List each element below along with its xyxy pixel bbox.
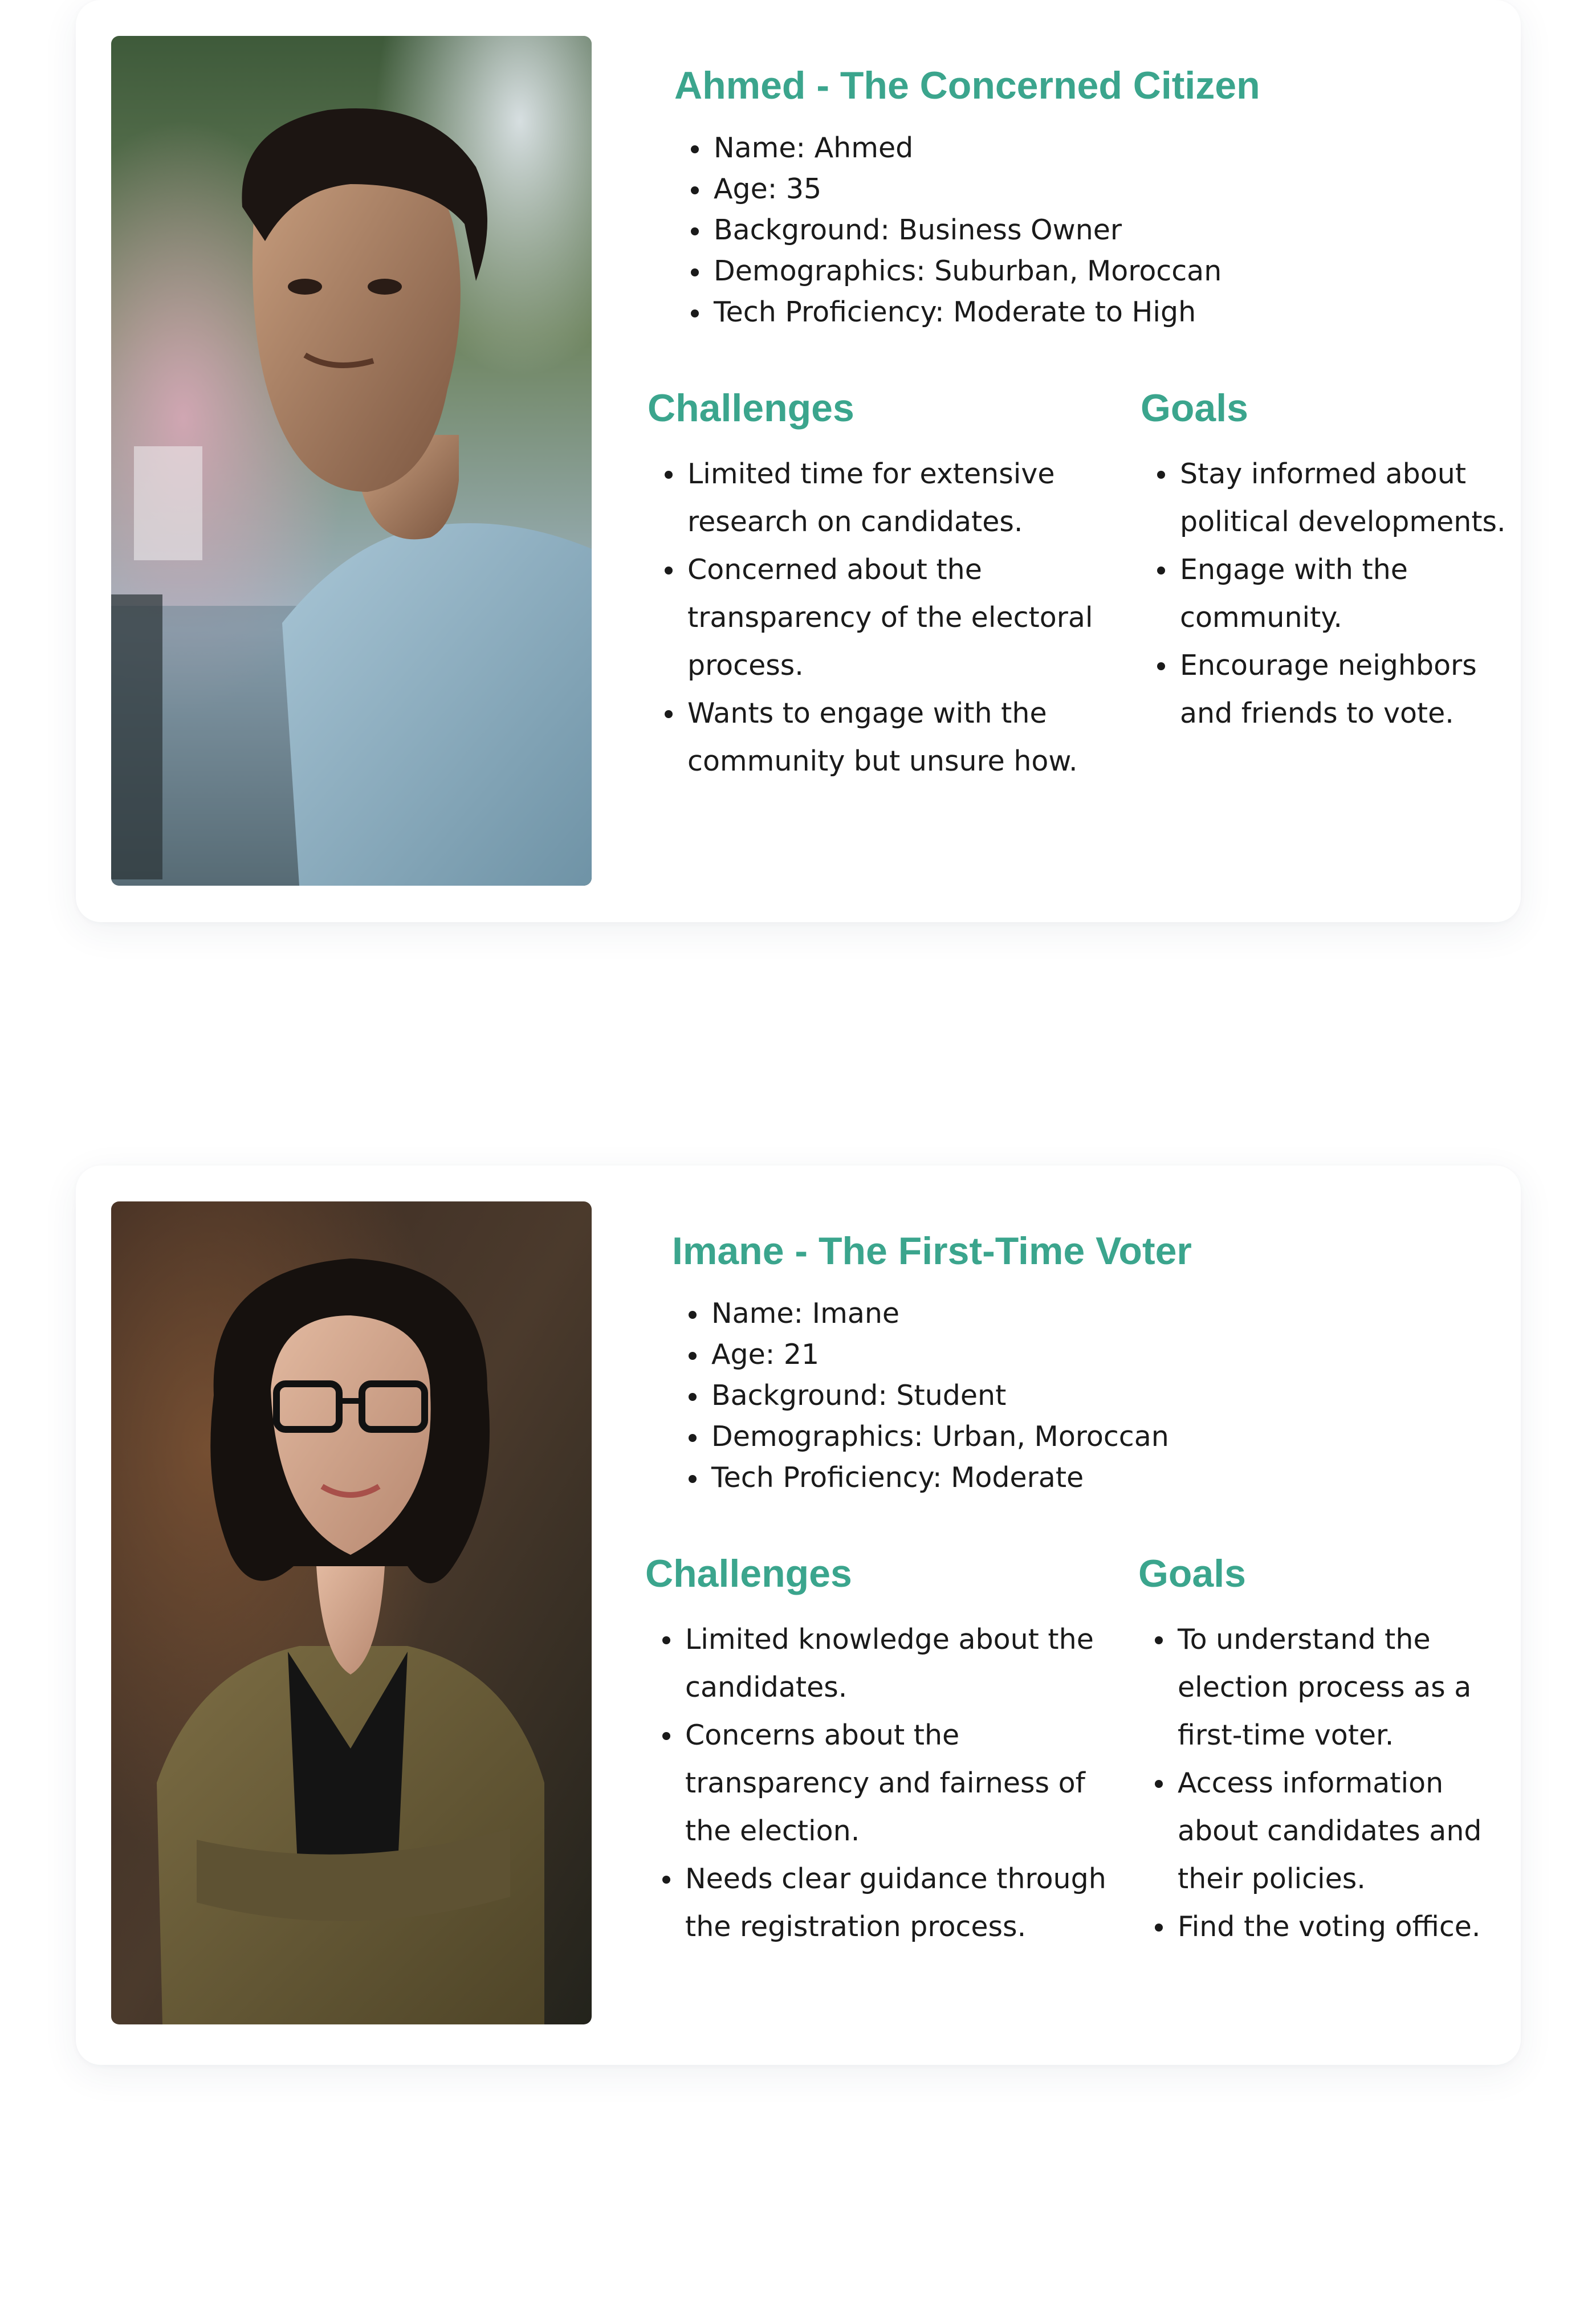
persona-photo	[111, 36, 592, 886]
goal-item: To understand the election process as a first-time voter.	[1178, 1616, 1520, 1759]
info-item: Background: Student	[711, 1375, 1395, 1416]
persona-title: Ahmed - The Concerned Citizen	[674, 64, 1260, 107]
info-item: Name: Imane	[711, 1293, 1395, 1334]
challenge-item: Concerns about the transparency and fairness of the election.	[685, 1712, 1135, 1855]
challenge-item: Wants to engage with the community but unsure how.	[687, 690, 1121, 785]
goal-item: Find the voting office.	[1178, 1903, 1520, 1951]
info-item: Tech Proficiency: Moderate	[711, 1457, 1395, 1498]
persona-photo-ahmed	[111, 36, 592, 886]
goals-heading: Goals	[1141, 386, 1248, 430]
persona-photo	[111, 1201, 592, 2024]
challenge-item: Needs clear guidance through the registration process.	[685, 1855, 1135, 1951]
goal-item: Engage with the community.	[1180, 546, 1522, 642]
challenges-heading: Challenges	[648, 386, 854, 430]
challenge-item: Limited knowledge about the candidates.	[685, 1616, 1135, 1712]
challenge-item: Limited time for extensive research on candidates.	[687, 450, 1121, 546]
goals-heading: Goals	[1138, 1552, 1246, 1595]
info-item: Name: Ahmed	[714, 128, 1398, 169]
persona-info-list	[711, 1293, 1395, 1498]
info-item: Demographics: Urban, Moroccan	[711, 1416, 1395, 1457]
goals-list	[1178, 1616, 1520, 1951]
info-item: Background: Business Owner	[714, 210, 1398, 251]
persona-title: Imane - The First-Time Voter	[672, 1229, 1192, 1273]
goal-item: Access information about candidates and their policies.	[1178, 1759, 1520, 1903]
challenges-heading: Challenges	[645, 1552, 852, 1595]
persona-card-ahmed	[76, 0, 1521, 922]
persona-info-list	[714, 128, 1398, 333]
info-item: Age: 21	[711, 1334, 1395, 1375]
goal-item: Encourage neighbors and friends to vote.	[1180, 642, 1522, 738]
persona-photo-imane	[111, 1201, 592, 2024]
info-item: Tech Proficiency: Moderate to High	[714, 292, 1398, 333]
challenges-list	[687, 450, 1121, 785]
persona-card-imane	[76, 1166, 1521, 2065]
goal-item: Stay informed about political developments.	[1180, 450, 1522, 546]
info-item: Age: 35	[714, 169, 1398, 210]
info-item: Demographics: Suburban, Moroccan	[714, 251, 1398, 292]
goals-list	[1180, 450, 1522, 738]
challenge-item: Concerned about the transparency of the electoral process.	[687, 546, 1121, 690]
challenges-list	[685, 1616, 1135, 1951]
